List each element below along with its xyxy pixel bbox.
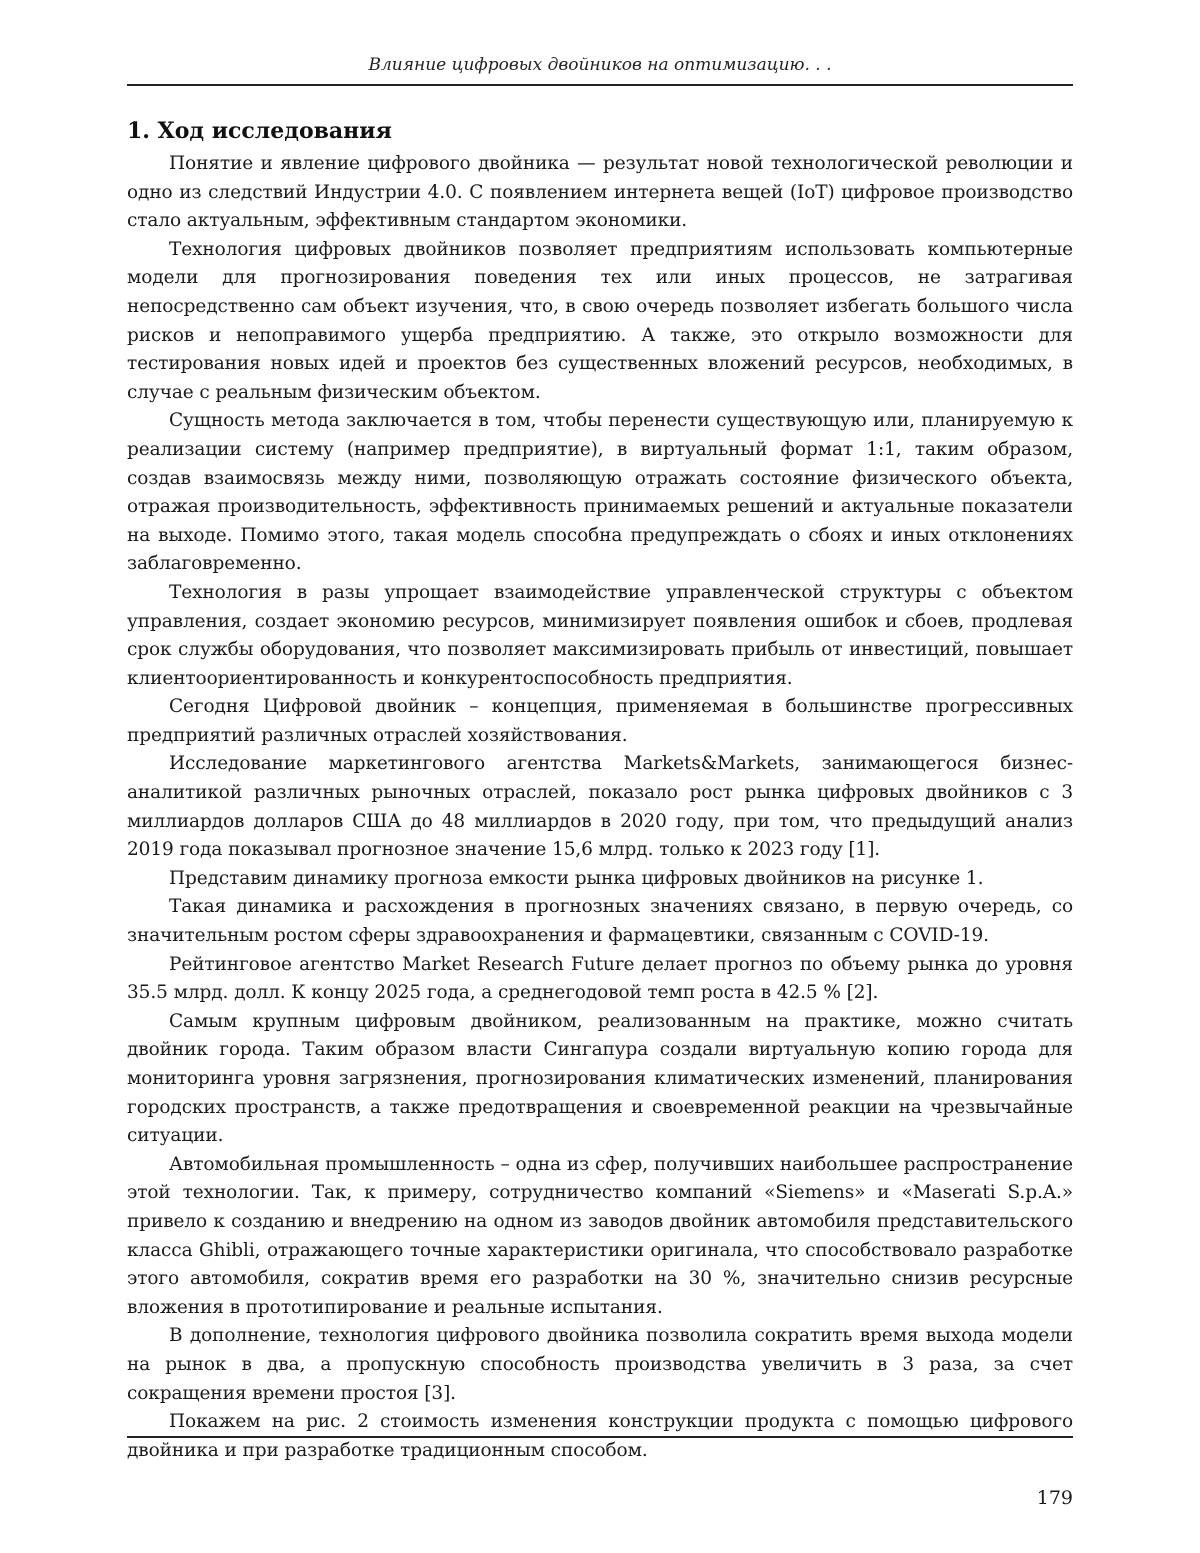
- paragraph: Самым крупным цифровым двойником, реализованным на практике, можно считать двойник города. Таким образом власти Сингапура создали виртуальную копию города для мониторинга уровня загрязнения, прогнозирования климатических изменений, планирования городских пространств, а также предотвращения и своевременной реакции на чрезвычайные ситуации.: [127, 1008, 1073, 1151]
- paragraph: Автомобильная промышленность – одна из сфер, получивших наибольшее распространение этой технологии. Так, к примеру, сотрудничество компаний «Siemens» и «Maserati S.p.A.» привело к созданию и внедрению на одном из заводов двойник автомобиля представительского класса Ghibli, отражающего точные характеристики оригинала, что способствовало разработке этого автомобиля, сократив время его разработки на 30 %, значительно снизив ресурсные вложения в прототипирование и реальные испытания.: [127, 1151, 1073, 1323]
- body-text: [127, 150, 1073, 1465]
- footer-rule: [127, 1436, 1073, 1438]
- page-number: 179: [1037, 1486, 1073, 1510]
- paragraph: Понятие и явление цифрового двойника — результат новой технологической революции и одно из следствий Индустрии 4.0. С появлением интернета вещей (IoT) цифровое производство стало актуальным, эффективным стандартом экономики.: [127, 150, 1073, 236]
- running-head: Влияние цифровых двойников на оптимизацию. . .: [127, 54, 1073, 84]
- paragraph: Представим динамику прогноза емкости рынка цифровых двойников на рисунке 1.: [127, 865, 1073, 894]
- paragraph: Сегодня Цифровой двойник – концепция, применяемая в большинстве прогрессивных предприятий различных отраслей хозяйствования.: [127, 693, 1073, 750]
- paragraph: Исследование маркетингового агентства Markets&Markets, занимающегося бизнес-аналитикой различных рыночных отраслей, показало рост рынка цифровых двойников с 3 миллиардов долларов США до 48 миллиардов в 2020 году, при том, что предыдущий анализ 2019 года показывал прогнозное значение 15,6 млрд. только к 2023 году [1].: [127, 750, 1073, 864]
- paragraph: В дополнение, технология цифрового двойника позволила сократить время выхода модели на рынок в два, а пропускную способность производства увеличить в 3 раза, за счет сокращения времени простоя [3].: [127, 1322, 1073, 1408]
- paragraph: Рейтинговое агентство Market Research Future делает прогноз по объему рынка до уровня 35.5 млрд. долл. К концу 2025 года, а среднегодовой темп роста в 42.5 % [2].: [127, 951, 1073, 1008]
- paragraph: Технология цифровых двойников позволяет предприятиям использовать компьютерные модели для прогнозирования поведения тех или иных процессов, не затрагивая непосредственно сам объект изучения, что, в свою очередь позволяет избегать большого числа рисков и непоправимого ущерба предприятию. А также, это открыло возможности для тестирования новых идей и проектов без существенных вложений ресурсов, необходимых, в случае с реальным физическим объектом.: [127, 236, 1073, 408]
- page: [127, 54, 1073, 1524]
- paragraph: Технология в разы упрощает взаимодействие управленческой структуры с объектом управления, создает экономию ресурсов, минимизирует появления ошибок и сбоев, продлевая срок службы оборудования, что позволяет максимизировать прибыль от инвестиций, повышает клиентоориентированность и конкурентоспособность предприятия.: [127, 579, 1073, 693]
- paragraph: Такая динамика и расхождения в прогнозных значениях связано, в первую очередь, со значительным ростом сферы здравоохранения и фармацевтики, связанным с COVID-19.: [127, 893, 1073, 950]
- section-title: 1. Ход исследования: [127, 116, 1073, 146]
- header-rule: [127, 84, 1073, 86]
- paragraph: Сущность метода заключается в том, чтобы перенести существующую или, планируемую к реализации систему (например предприятие), в виртуальный формат 1:1, таким образом, создав взаимосвязь между ними, позволяющую отражать состояние физического объекта, отражая производительность, эффективность принимаемых решений и актуальные показатели на выходе. Помимо этого, такая модель способна предупреждать о сбоях и иных отклонениях заблаговременно.: [127, 407, 1073, 579]
- paragraph: Покажем на рис. 2 стоимость изменения конструкции продукта с помощью цифрового двойника и при разработке традиционным способом.: [127, 1408, 1073, 1465]
